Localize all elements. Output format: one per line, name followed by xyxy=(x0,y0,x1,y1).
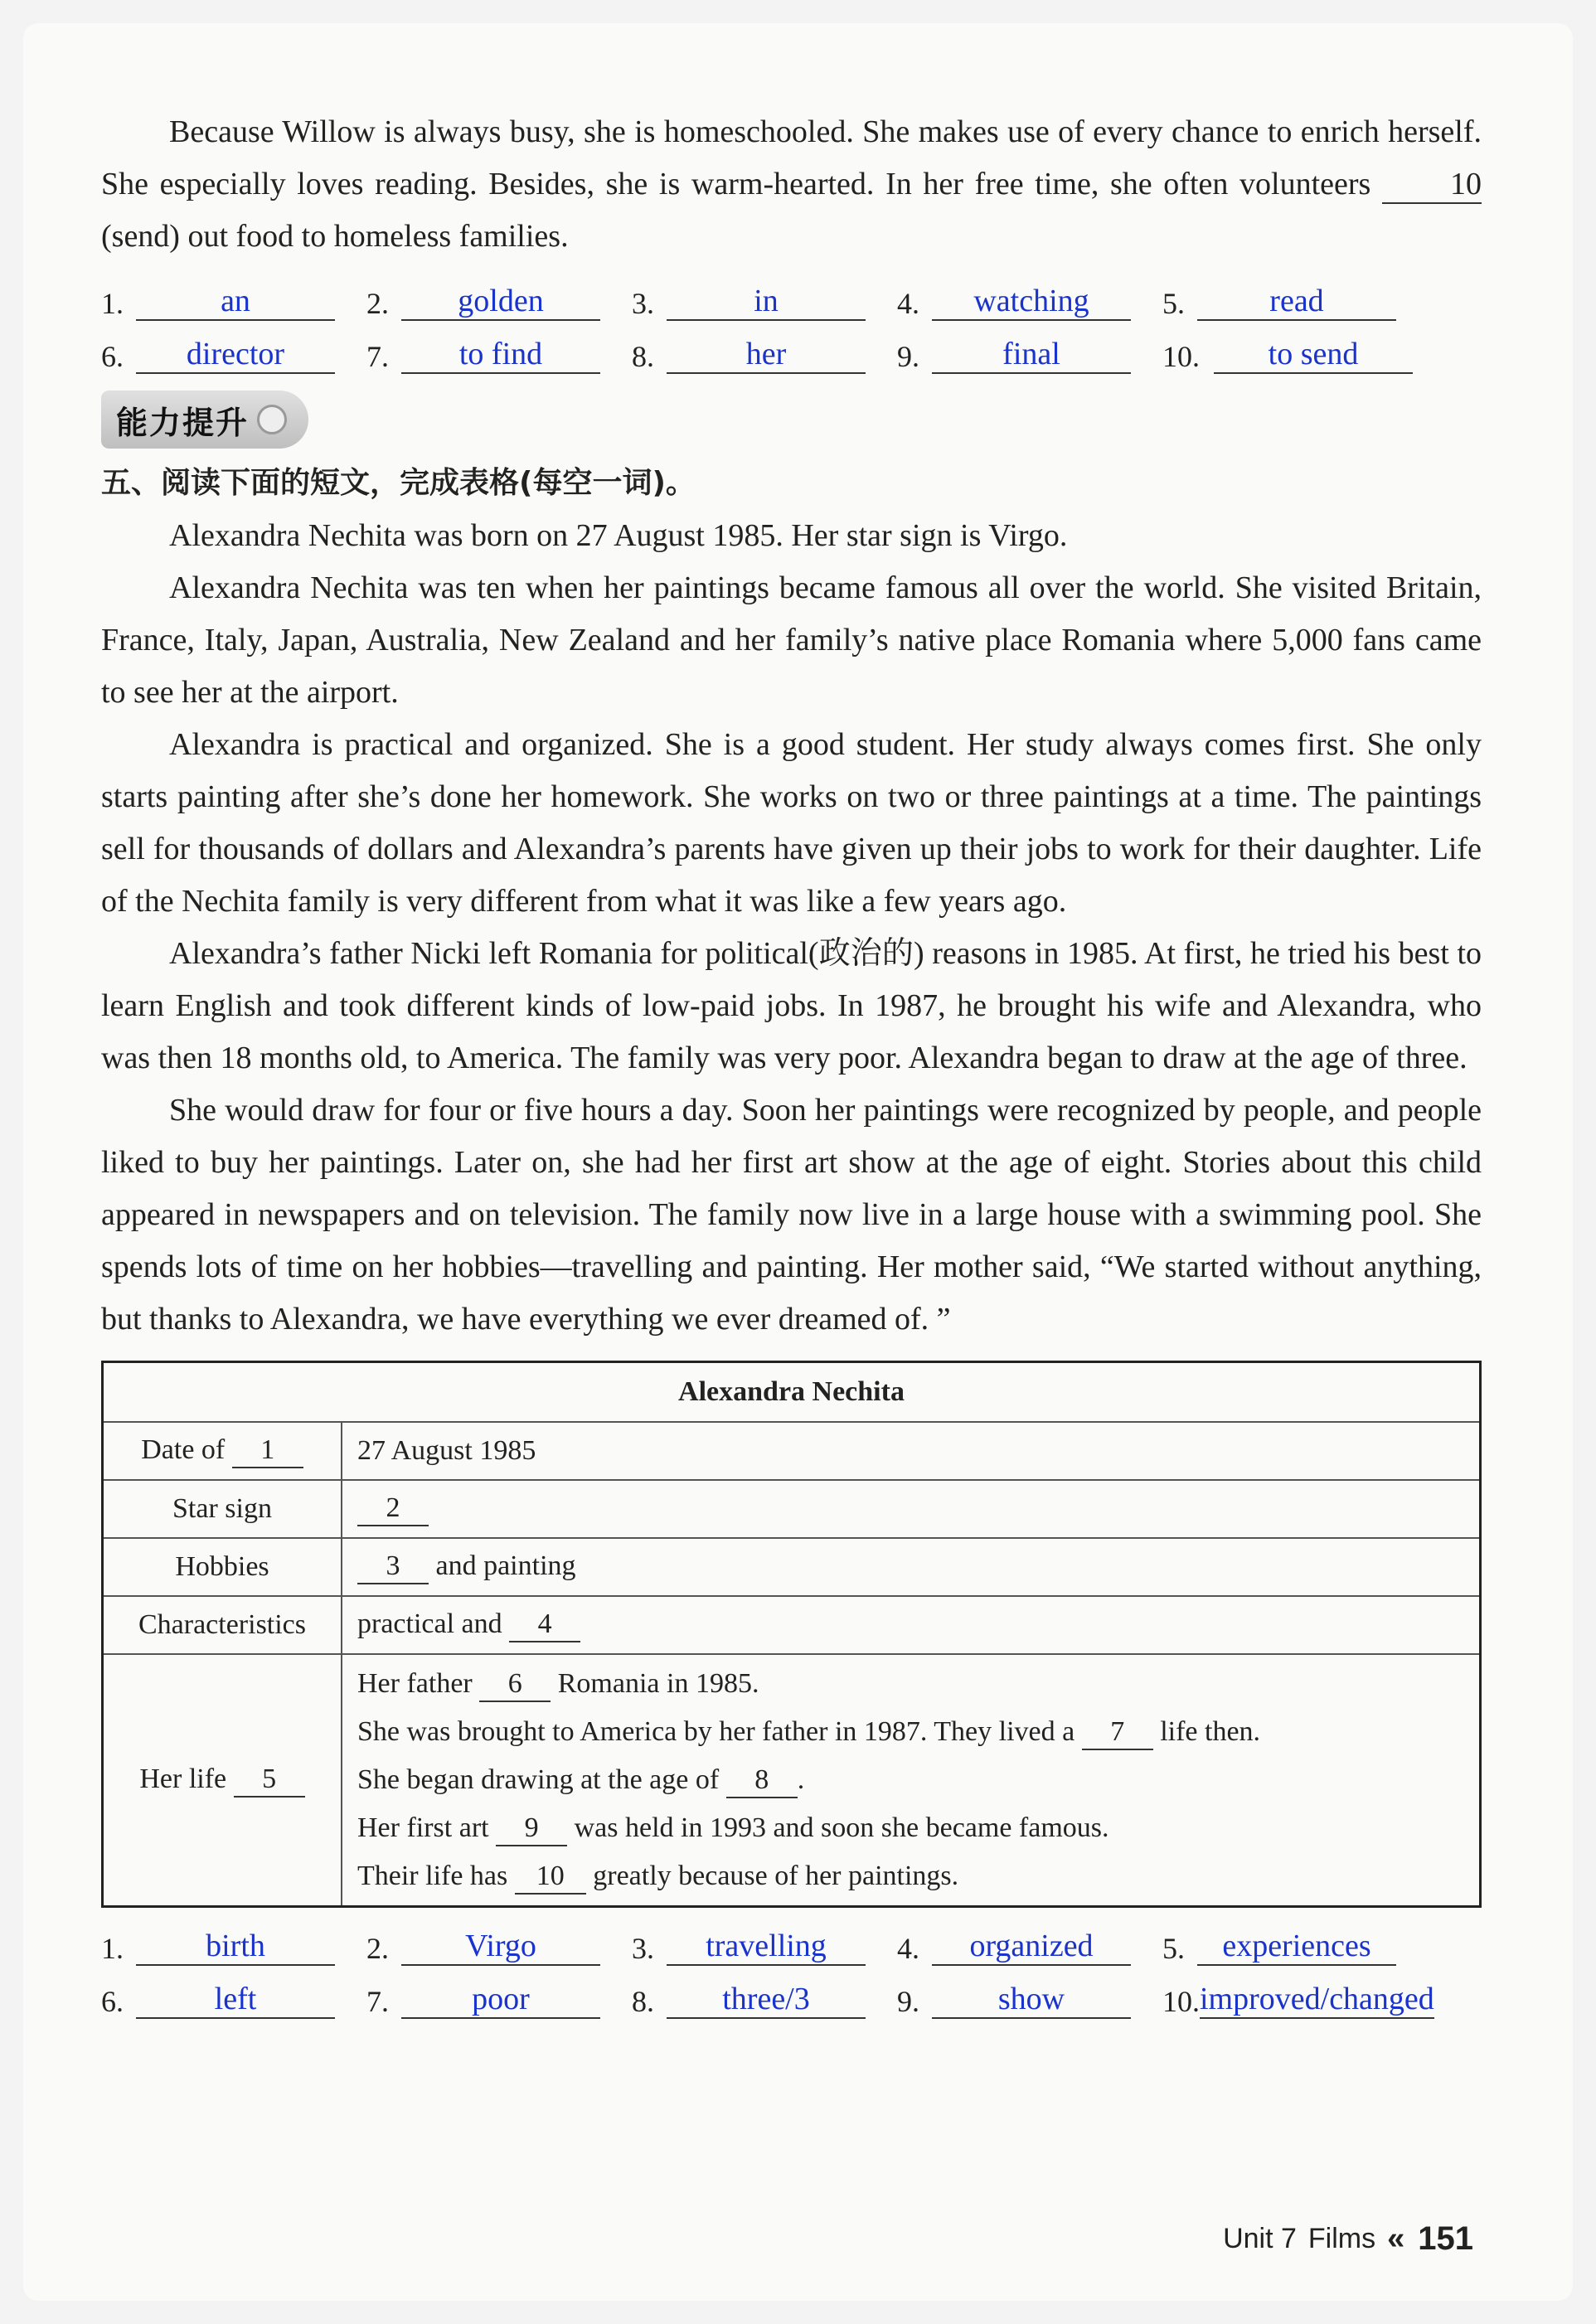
answer-number: 4. xyxy=(897,1932,919,1965)
answer-item xyxy=(632,1928,897,1966)
passage-paragraph: Alexandra Nechita was ten when her paintings became famous all over the world. She visited Britain, France, Italy, Japan, Australia, New Zealand and her family’s native place Romania where 5,000 fans came to see her at the airport. xyxy=(101,570,1482,710)
answer-value: an xyxy=(136,283,335,321)
answer-value: her xyxy=(667,336,866,374)
life-line: She began drawing at the age of 8 . xyxy=(357,1756,1464,1804)
table-row xyxy=(103,1538,1481,1596)
answer-value: birth xyxy=(136,1928,335,1966)
table-blank: 9 xyxy=(496,1812,567,1846)
answer-item xyxy=(366,1928,632,1966)
table-blank: 8 xyxy=(726,1764,798,1798)
answer-item xyxy=(101,336,366,374)
table-blank: 2 xyxy=(357,1492,429,1526)
passage-paragraph: Alexandra Nechita was born on 27 August 1985. Her star sign is Virgo. xyxy=(169,518,1068,553)
answer-number: 5. xyxy=(1162,287,1185,320)
answer-number: 2. xyxy=(366,287,389,320)
table-blank: 10 xyxy=(515,1860,586,1895)
table-row xyxy=(103,1596,1481,1654)
answer-value: three/3 xyxy=(667,1981,866,2019)
answer-item xyxy=(366,336,632,374)
row-value: practical and 4 xyxy=(342,1596,1481,1654)
answer-number: 5. xyxy=(1162,1932,1185,1965)
answer-value: improved/changed xyxy=(1200,1981,1434,2019)
answer-row xyxy=(101,268,1482,321)
row-label: Her life 5 xyxy=(103,1654,342,1907)
answer-number: 9. xyxy=(897,340,919,373)
answer-item xyxy=(897,283,1162,321)
hint-text: (send) xyxy=(101,219,180,254)
answer-item xyxy=(101,1928,366,1966)
answer-item xyxy=(897,1928,1162,1966)
table-header-row xyxy=(103,1362,1481,1423)
answer-item xyxy=(1162,1981,1434,2019)
answer-item xyxy=(1162,336,1428,374)
footer-unit: Unit 7 xyxy=(1223,2223,1297,2254)
answer-value: show xyxy=(932,1981,1131,2019)
row-label: Characteristics xyxy=(103,1596,342,1654)
table-title: Alexandra Nechita xyxy=(103,1362,1481,1423)
row-label: Date of 1 xyxy=(103,1422,342,1480)
answer-number: 1. xyxy=(101,287,124,320)
question-title: 五、阅读下面的短文，完成表格(每空一词)。 xyxy=(101,466,696,500)
answer-block-2 xyxy=(101,1913,1482,2019)
answer-value: director xyxy=(136,336,335,374)
section-badge-label: 能力提升 xyxy=(116,404,250,441)
page-content xyxy=(101,106,1482,2019)
life-line: Their life has 10 greatly because of her paintings. xyxy=(357,1852,1464,1900)
answer-number: 4. xyxy=(897,287,919,320)
answer-item xyxy=(632,1981,897,2019)
table-blank: 7 xyxy=(1082,1715,1153,1750)
answer-value: left xyxy=(136,1981,335,2019)
passage-paragraph: Alexandra is practical and organized. She is a good student. Her study always comes first. She only starts painting after she’s done her homework. She works on two or three paintings at a time. The paintings sell for thousands of dollars and Alexandra’s parents have given up their jobs to work for their daughter. Life of the Nechita family is very different from what it was like a few years ago. xyxy=(101,727,1482,919)
answer-number: 7. xyxy=(366,340,389,373)
life-line: She was brought to America by her father in 1987. They lived a 7 life then. xyxy=(357,1708,1464,1756)
page-footer xyxy=(1223,2220,1473,2258)
table-blank: 3 xyxy=(357,1550,429,1584)
info-table xyxy=(101,1361,1482,1908)
answer-item xyxy=(366,1981,632,2019)
answer-number: 3. xyxy=(632,1932,654,1965)
answer-value: poor xyxy=(401,1981,600,2019)
answer-item xyxy=(101,283,366,321)
section-badge xyxy=(101,391,308,449)
lightbulb-icon xyxy=(257,405,287,434)
answer-number: 7. xyxy=(366,1985,389,2018)
answer-block-1 xyxy=(101,268,1482,374)
answer-number: 9. xyxy=(897,1985,919,2018)
table-row xyxy=(103,1480,1481,1538)
answer-number: 8. xyxy=(632,340,654,373)
row-value xyxy=(342,1654,1481,1907)
table-blank: 6 xyxy=(479,1667,551,1702)
answer-value: travelling xyxy=(667,1928,866,1966)
answer-item xyxy=(366,283,632,321)
answer-value: experiences xyxy=(1197,1928,1396,1966)
answer-number: 6. xyxy=(101,1985,124,2018)
answer-value: in xyxy=(667,283,866,321)
top-paragraph xyxy=(101,106,1482,263)
answer-number: 6. xyxy=(101,340,124,373)
answer-value: golden xyxy=(401,283,600,321)
answer-row xyxy=(101,1966,1482,2019)
answer-number: 2. xyxy=(366,1932,389,1965)
answer-value: to send xyxy=(1214,336,1413,374)
answer-number: 8. xyxy=(632,1985,654,2018)
table-row xyxy=(103,1654,1481,1907)
blank-10: 10 xyxy=(1382,166,1482,204)
answer-item xyxy=(632,336,897,374)
life-line: Her father 6 Romania in 1985. xyxy=(357,1660,1464,1708)
paragraph-text: Because Willow is always busy, she is homeschooled. She makes use of every chance to enrich herself. She especially loves reading. Besides, she is warm-hearted. In her free time, she often volunteers xyxy=(101,114,1482,201)
answer-item xyxy=(1162,283,1428,321)
answer-row xyxy=(101,321,1482,374)
table-blank: 5 xyxy=(234,1763,305,1798)
footer-title: Films xyxy=(1307,2223,1376,2254)
answer-item xyxy=(1162,1928,1428,1966)
life-line: Her first art 9 was held in 1993 and soon she became famous. xyxy=(357,1804,1464,1852)
table-row xyxy=(103,1422,1481,1480)
row-value: 27 August 1985 xyxy=(342,1422,1481,1480)
answer-item xyxy=(897,1981,1162,2019)
answer-number: 10. xyxy=(1162,1985,1200,2018)
answer-value: Virgo xyxy=(401,1928,600,1966)
answer-number: 1. xyxy=(101,1932,124,1965)
row-value xyxy=(342,1480,1481,1538)
answer-row xyxy=(101,1913,1482,1966)
answer-item xyxy=(101,1981,366,2019)
answer-value: organized xyxy=(932,1928,1131,1966)
answer-item xyxy=(632,283,897,321)
answer-number: 10. xyxy=(1162,340,1200,373)
row-label: Star sign xyxy=(103,1480,342,1538)
double-chevron-left-icon: « xyxy=(1387,2221,1400,2256)
answer-value: to find xyxy=(401,336,600,374)
table-blank: 4 xyxy=(509,1608,580,1642)
table-blank: 1 xyxy=(232,1434,303,1468)
answer-value: watching xyxy=(932,283,1131,321)
answer-item xyxy=(897,336,1162,374)
answer-number: 3. xyxy=(632,287,654,320)
passage-paragraph: She would draw for four or five hours a day. Soon her paintings were recognized by people, and people liked to buy her paintings. Later on, she had her first art show at the age of eight. Stories about this child appeared in newspapers and on television. The family now live in a large house with a swimming pool. She spends lots of time on her hobbies—travelling and painting. Her mother said, “We started without anything, but thanks to Alexandra, we have everything we ever dreamed of. ” xyxy=(101,1093,1482,1337)
row-value: 3 and painting xyxy=(342,1538,1481,1596)
passage-paragraph: Alexandra’s father Nicki left Romania for political(政治的) reasons in 1985. At first, he tried his best to learn English and took different kinds of low-paid jobs. In 1987, he brought his wife and Alexandra, who was then 18 months old, to America. The family was very poor. Alexandra began to draw at the age of three. xyxy=(101,936,1482,1075)
page-number: 151 xyxy=(1418,2220,1473,2257)
answer-value: final xyxy=(932,336,1131,374)
answer-value: read xyxy=(1197,283,1396,321)
row-label: Hobbies xyxy=(103,1538,342,1596)
paragraph-end: out food to homeless families. xyxy=(187,219,569,254)
